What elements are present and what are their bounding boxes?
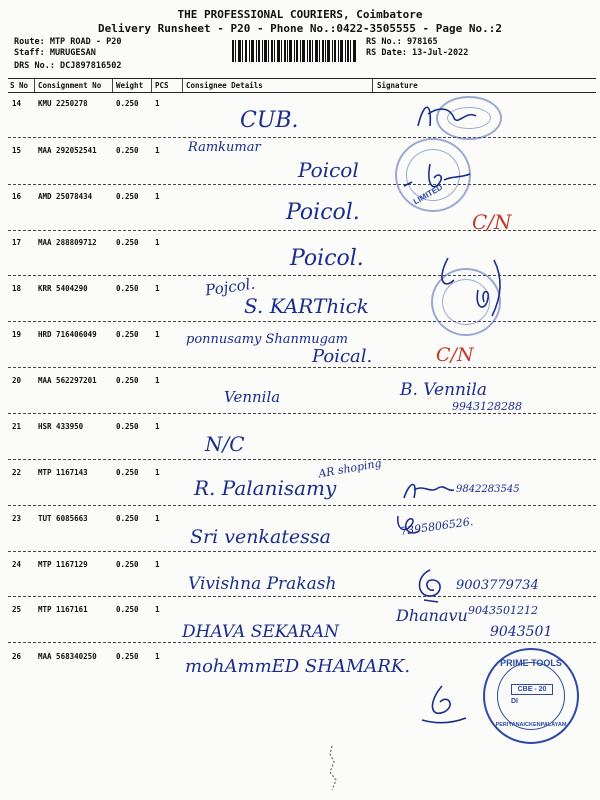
handwritten-consignee: Vennila [224,388,281,406]
row-consignment: KRR 5404290 [38,284,88,293]
row-consignment: MAA 292052541 [38,146,97,155]
stamp-text: CBE - 20 [511,684,553,695]
row-weight: 0.250 [116,468,139,477]
row-consignment: HRD 716406049 [38,330,97,339]
row-consignment: MTP 1167143 [38,468,88,477]
stamp-text: DI [511,698,518,705]
row-sno: 25 [12,605,22,614]
row-sno: 20 [12,376,22,385]
row-sno: 15 [12,146,22,155]
table-top-rule [8,78,596,79]
handwritten-note: AR shoping [317,456,383,481]
table-header-rule [8,92,596,93]
row-divider [8,505,596,506]
col-header-signature: Signature [377,81,418,90]
handwritten-phone: 9043501212 [468,604,538,617]
row-divider [8,184,596,185]
row-sno: 19 [12,330,22,339]
row-divider [8,642,596,643]
handwritten-phone: 9043501 [490,624,553,640]
row-sno: 23 [12,514,22,523]
row-consignment: KMU 2250278 [38,99,88,108]
col-divider [34,79,35,92]
row-consignment: MAA 568340250 [38,652,97,661]
row-weight: 0.250 [116,514,139,523]
row-weight: 0.250 [116,422,139,431]
row-weight: 0.250 [116,284,139,293]
col-divider [372,79,373,92]
row-divider [8,551,596,552]
staff-label: Staff: MURUGESAN [14,48,96,58]
handwritten-remark: C/N [436,344,474,366]
handwritten-consignee: Poicol [298,158,359,182]
handwritten-signature: Dhanavu [396,606,468,625]
row-pcs: 1 [155,146,160,155]
handwritten-phone: 7395806526. [399,514,475,539]
barcode [232,40,356,62]
handwritten-consignee: Sri venkatessa [190,526,331,548]
signature-scribble [410,96,480,136]
handwritten-consignee: S. KARThick [244,294,369,318]
row-divider [8,137,596,138]
row-pcs: 1 [155,560,160,569]
row-sno: 18 [12,284,22,293]
row-divider [8,367,596,368]
row-consignment: MTP 1167129 [38,560,88,569]
handwritten-consignee: Ramkumar [188,140,261,155]
col-header-consignment: Consignment No [38,81,102,90]
row-pcs: 1 [155,192,160,201]
stamp-text: PRIME TOOLS [500,658,562,668]
row-pcs: 1 [155,99,160,108]
signature-scribble [434,250,514,320]
handwritten-consignee: DHAVA SEKARAN [182,622,339,642]
prime-tools-stamp [483,648,579,744]
signature-scribble [400,472,456,506]
row-sno: 16 [12,192,22,201]
stamp-text: PERIYANAICKENPALAYAM [495,722,567,728]
signature-scribble [410,566,450,606]
handwritten-consignee: N/C [205,432,245,456]
row-consignment: HSR 433950 [38,422,84,431]
row-consignment: MTP 1167161 [38,605,88,614]
rs-number: RS No.: 978165 [366,37,438,47]
row-pcs: 1 [155,376,160,385]
handwritten-phone: 9842283545 [456,484,520,495]
row-pcs: 1 [155,330,160,339]
row-weight: 0.250 [116,330,139,339]
row-weight: 0.250 [116,238,139,247]
row-consignment: MAA 562297201 [38,376,97,385]
row-sno: 17 [12,238,22,247]
row-sno: 22 [12,468,22,477]
rs-date: RS Date: 13-Jul-2022 [366,48,469,58]
row-consignment: MAA 288809712 [38,238,97,247]
handwritten-consignee: mohAmmED SHAMARK. [185,656,411,677]
col-divider [182,79,183,92]
row-sno: 26 [12,652,22,661]
col-header-sno: S No [10,81,29,90]
handwritten-consignee: Poical. [312,346,373,367]
handwritten-consignee: ponnusamy Shanmugam [186,332,348,347]
col-divider [151,79,152,92]
handwritten-remark: C/N [472,210,512,234]
col-header-pcs: PCS [155,81,169,90]
handwritten-consignee: Poicol. [286,200,360,225]
row-consignment: TUT 6085663 [38,514,88,523]
row-pcs: 1 [155,284,160,293]
row-pcs: 1 [155,238,160,247]
row-weight: 0.250 [116,99,139,108]
row-divider [8,459,596,460]
handwritten-consignee: CUB. [240,108,299,133]
col-divider [112,79,113,92]
stamp-text: LIMITED [411,182,445,207]
row-pcs: 1 [155,468,160,477]
row-pcs: 1 [155,652,160,661]
row-pcs: 1 [155,605,160,614]
row-divider [8,321,596,322]
row-pcs: 1 [155,422,160,431]
signature-scribble [394,512,422,538]
signature-scribble [416,682,472,728]
company-name: THE PROFESSIONAL COURIERS, Coimbatore [177,8,423,21]
row-weight: 0.250 [116,605,139,614]
handwritten-signature: B. Vennila [400,380,487,400]
row-divider [8,413,596,414]
row-weight: 0.250 [116,652,139,661]
col-header-weight: Weight [116,81,144,90]
handwritten-consignee: Pojcol. [203,274,257,300]
signature-scribble [400,156,472,196]
row-weight: 0.250 [116,560,139,569]
row-divider [8,596,596,597]
runsheet-title: Delivery Runsheet - P20 - Phone No.:0422-3505555 - Page No.:2 [98,22,502,35]
row-weight: 0.250 [116,376,139,385]
scan-mark [324,744,346,794]
handwritten-consignee: Poicol. [290,246,364,271]
handwritten-consignee: Vivishna Prakash [188,574,337,594]
row-weight: 0.250 [116,192,139,201]
col-header-consignee: Consignee Details [186,81,263,90]
row-sno: 24 [12,560,22,569]
row-sno: 21 [12,422,22,431]
handwritten-phone: 9003779734 [456,578,539,593]
route-label: Route: MTP ROAD - P20 [14,37,122,47]
drs-number: DRS No.: DCJ897816502 [14,61,122,71]
row-pcs: 1 [155,514,160,523]
handwritten-phone: 9943128288 [452,400,522,413]
row-sno: 14 [12,99,22,108]
row-consignment: AMD 25078434 [38,192,93,201]
handwritten-consignee: R. Palanisamy [194,476,337,500]
row-weight: 0.250 [116,146,139,155]
